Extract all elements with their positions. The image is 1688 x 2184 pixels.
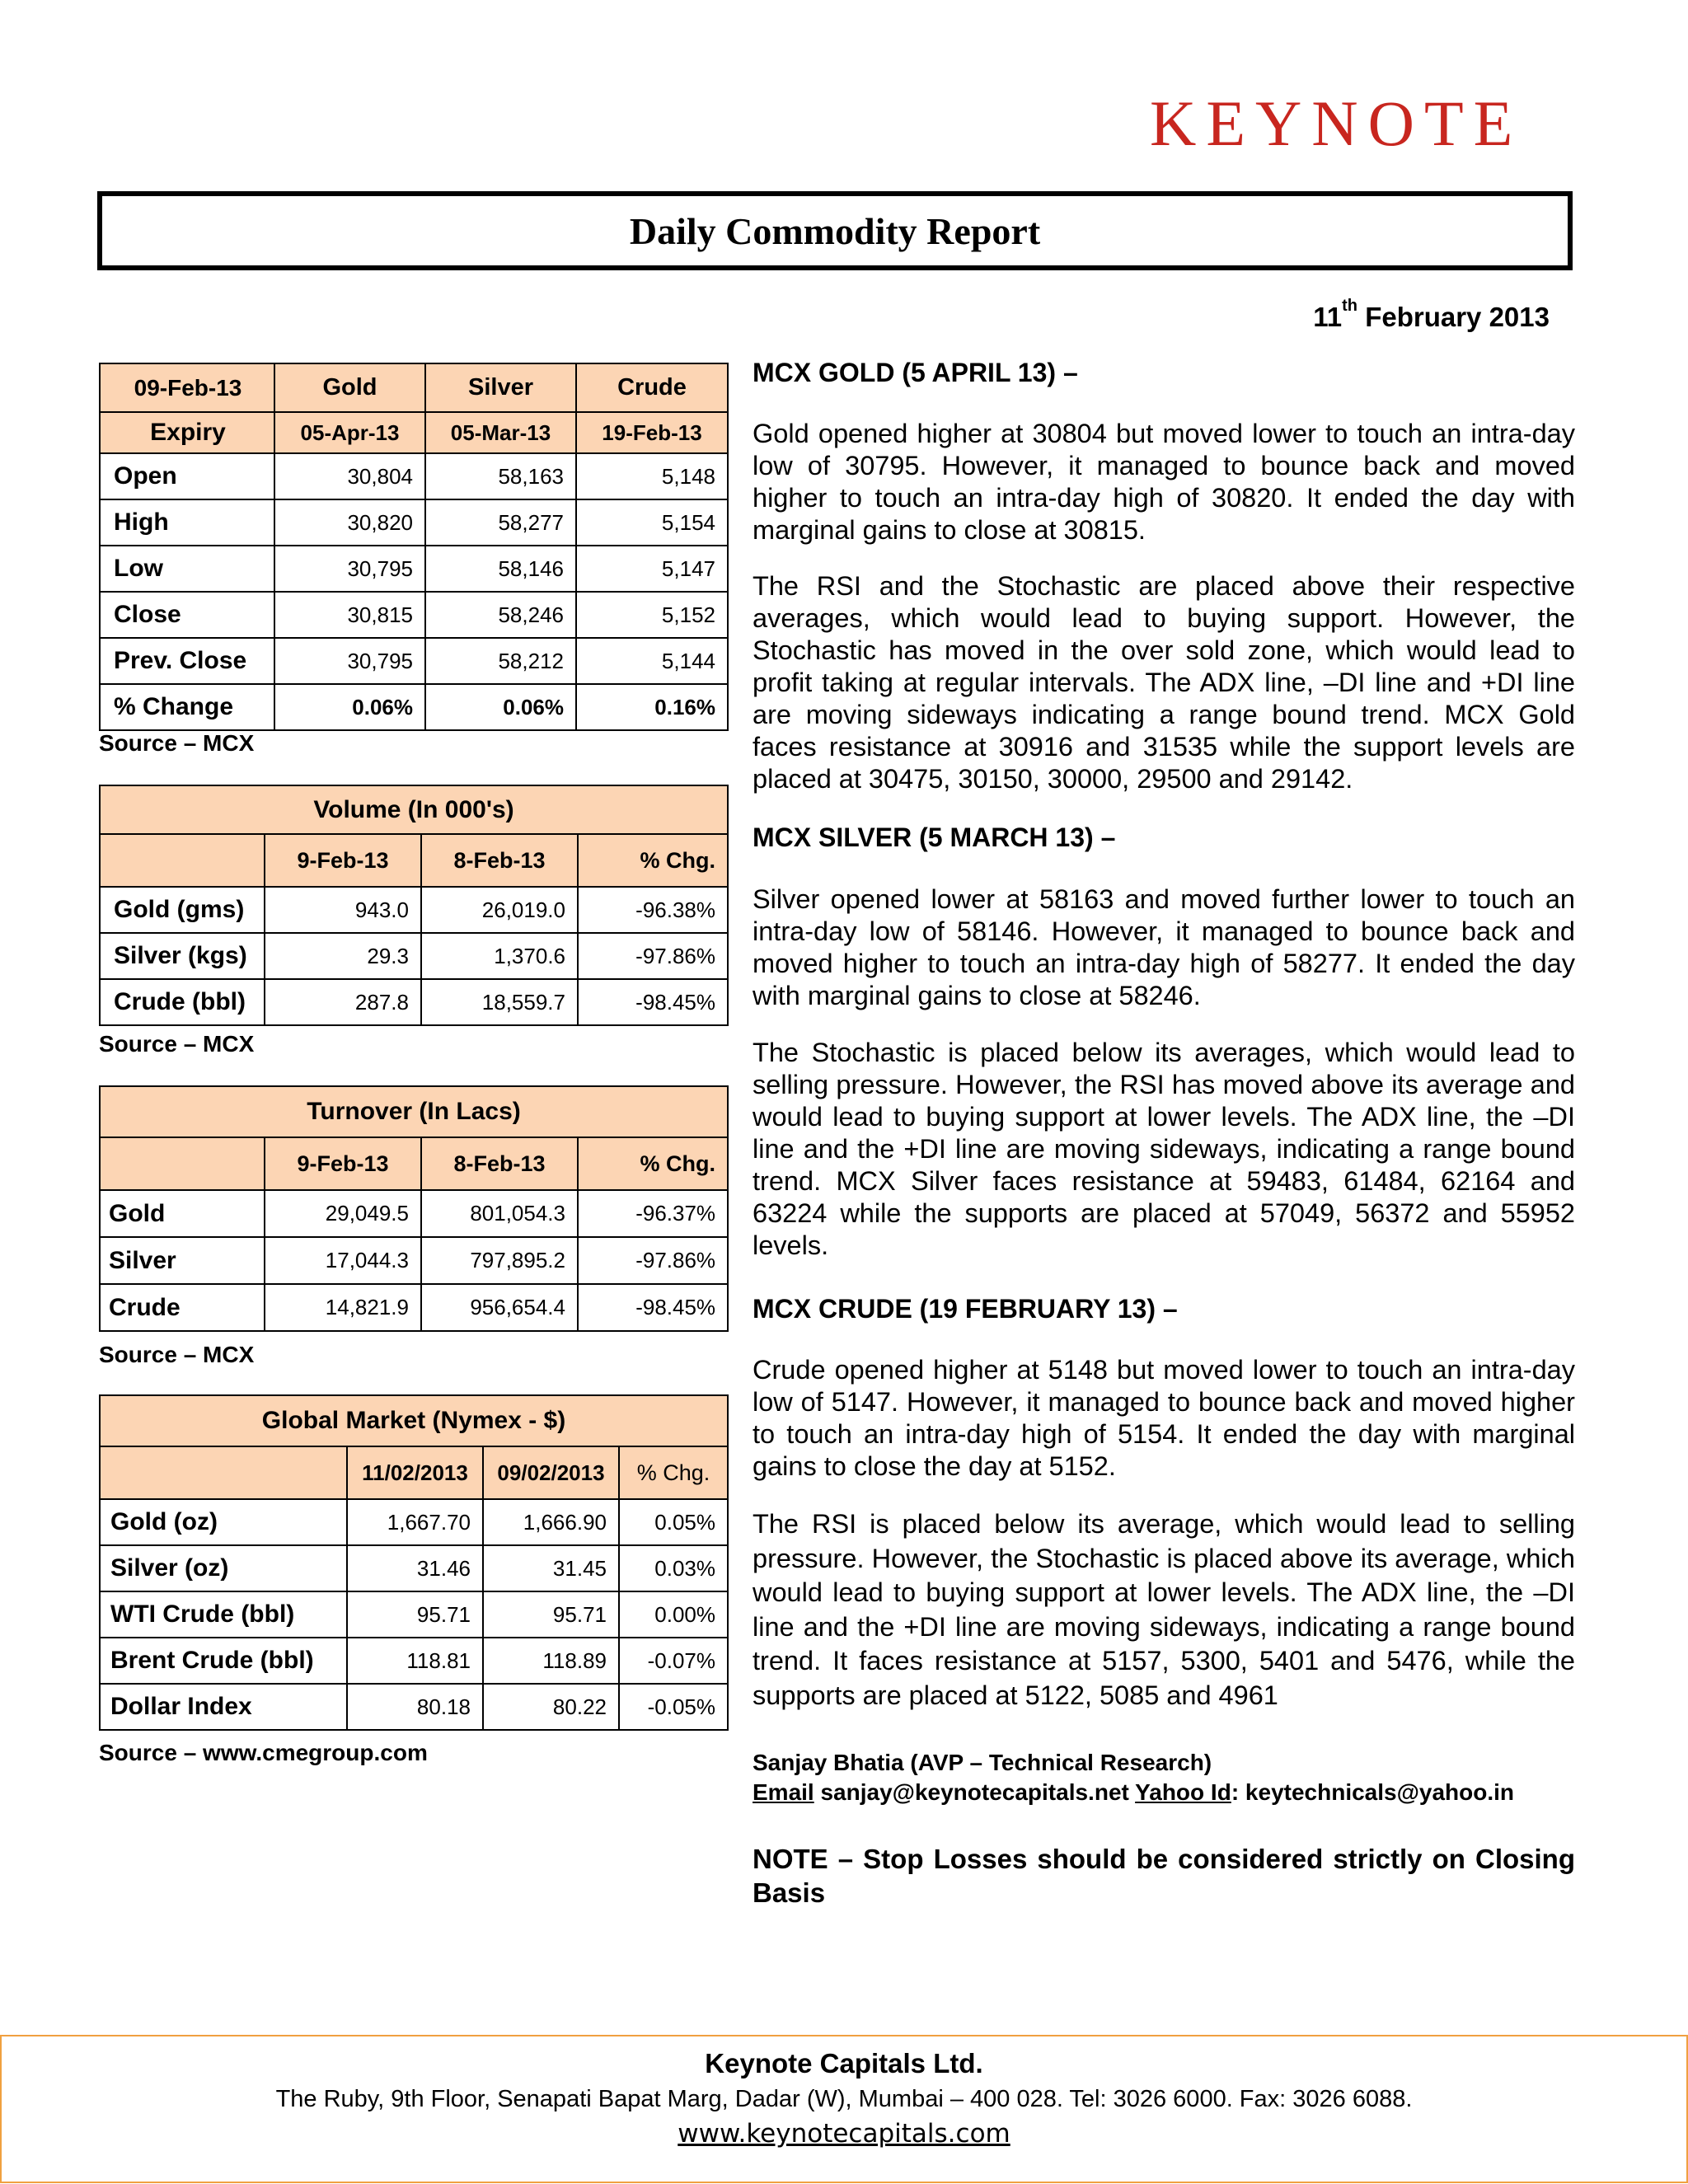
- row-label: Gold (gms): [100, 887, 265, 933]
- cell: 943.0: [265, 887, 421, 933]
- global-col-1: 11/02/2013: [347, 1446, 483, 1499]
- price-table-expiry-row: [100, 412, 728, 453]
- table-row: [100, 453, 728, 499]
- expiry-label: Expiry: [100, 412, 274, 453]
- cell: 0.00%: [619, 1591, 728, 1638]
- global-table-source: Source – www.cmegroup.com: [99, 1740, 428, 1765]
- cell-gold: 30,795: [274, 546, 425, 592]
- cell: 14,821.9: [265, 1284, 421, 1331]
- email-label: Email: [753, 1779, 814, 1805]
- silver-p2-text: The Stochastic is placed below its averages, which would lead to selling pressure. However, the RSI has moved above its average and would lead to buying support at lower levels. The ADX line, the –DI line and the +DI line are moving sideways, indicating a range bound trend. MCX Silver faces resistance at 59483, 61484, 62164 and 63224 while the supports are placed at 57049, 56372 and 55952 levels.: [753, 1038, 1575, 1260]
- cell: 31.46: [347, 1545, 483, 1591]
- table-row: [100, 1190, 728, 1237]
- crude-paragraph-1: [753, 1354, 1575, 1483]
- table-row: [100, 1499, 728, 1545]
- cell-silver: 0.06%: [425, 684, 576, 730]
- cell: -97.86%: [578, 1237, 728, 1284]
- row-label: Crude: [100, 1284, 265, 1331]
- cell: 95.71: [483, 1591, 619, 1638]
- email-address[interactable]: sanjay@keynotecapitals.net: [820, 1779, 1129, 1805]
- silver-paragraph-1: [753, 883, 1575, 1012]
- gold-paragraph-1: [753, 418, 1575, 546]
- cell-gold: 0.06%: [274, 684, 425, 730]
- cell: 1,666.90: [483, 1499, 619, 1545]
- expiry-gold: 05-Apr-13: [274, 412, 425, 453]
- price-table-header: [100, 363, 728, 412]
- cell-silver: 58,277: [425, 499, 576, 546]
- row-label: Crude (bbl): [100, 979, 265, 1025]
- price-table-source: Source – MCX: [99, 730, 255, 756]
- cell: 29,049.5: [265, 1190, 421, 1237]
- table-row: [100, 1284, 728, 1331]
- cell-crude: 5,148: [576, 453, 728, 499]
- global-table-header: [100, 1446, 728, 1499]
- cell-silver: 58,163: [425, 453, 576, 499]
- cell-gold: 30,815: [274, 592, 425, 638]
- cell: 0.05%: [619, 1499, 728, 1545]
- footer-company: Keynote Capitals Ltd.: [705, 2048, 983, 2079]
- row-label: Low: [100, 546, 274, 592]
- volume-col-3: % Chg.: [578, 834, 728, 887]
- report-title-box: [97, 191, 1573, 270]
- volume-table-title: Volume (In 000's): [100, 785, 728, 834]
- price-col-crude: Crude: [576, 363, 728, 412]
- cell-silver: 58,146: [425, 546, 576, 592]
- table-row: [100, 592, 728, 638]
- cell: 31.45: [483, 1545, 619, 1591]
- header-blank: [100, 1137, 265, 1190]
- price-col-silver: Silver: [425, 363, 576, 412]
- price-col-gold: Gold: [274, 363, 425, 412]
- row-label: Gold (oz): [100, 1499, 347, 1545]
- table-row: [100, 546, 728, 592]
- cell: 80.18: [347, 1684, 483, 1730]
- cell: -96.37%: [578, 1190, 728, 1237]
- volume-col-2: 8-Feb-13: [421, 834, 578, 887]
- cell: 956,654.4: [421, 1284, 578, 1331]
- row-label: Silver (oz): [100, 1545, 347, 1591]
- volume-table-source: Source – MCX: [99, 1031, 255, 1057]
- table-row: [100, 1638, 728, 1684]
- turnover-col-1: 9-Feb-13: [265, 1137, 421, 1190]
- price-table-date: 09-Feb-13: [100, 363, 274, 412]
- cell: -0.05%: [619, 1684, 728, 1730]
- cell-silver: 58,246: [425, 592, 576, 638]
- cell: 1,370.6: [421, 933, 578, 979]
- turnover-table: [99, 1085, 729, 1332]
- gold-p1-text: Gold opened higher at 30804 but moved lower to touch an intra-day low of 30795. However, it managed to bounce back and moved higher to touch an intra-day high of 30820. It ended the day with marginal gains to close at 30815.: [753, 419, 1575, 545]
- table-row: [100, 933, 728, 979]
- cell: 17,044.3: [265, 1237, 421, 1284]
- row-label: Open: [100, 453, 274, 499]
- cell: -98.45%: [578, 1284, 728, 1331]
- cell: 801,054.3: [421, 1190, 578, 1237]
- signature-name: Sanjay Bhatia (AVP – Technical Research): [753, 1750, 1212, 1775]
- cell-crude: 5,154: [576, 499, 728, 546]
- turnover-table-header: [100, 1137, 728, 1190]
- row-label: Silver (kgs): [100, 933, 265, 979]
- cell: 29.3: [265, 933, 421, 979]
- keynote-logo: KEYNOTE: [1150, 87, 1523, 159]
- silver-p1-text: Silver opened lower at 58163 and moved further lower to touch an intra-day low of 58146. However, it managed to bounce back and moved higher to touch an intra-day high of 58277. It ended the day with marginal gains to close at 58246.: [753, 884, 1575, 1010]
- cell: -0.07%: [619, 1638, 728, 1684]
- cell-crude: 5,147: [576, 546, 728, 592]
- table-row: [100, 638, 728, 684]
- gold-heading: MCX GOLD (5 APRIL 13) –: [753, 358, 1078, 387]
- global-table-title: Global Market (Nymex - $): [100, 1395, 728, 1446]
- row-label: Silver: [100, 1237, 265, 1284]
- cell: 80.22: [483, 1684, 619, 1730]
- cell: -98.45%: [578, 979, 728, 1025]
- date-suffix: th: [1342, 297, 1358, 315]
- global-market-table: [99, 1394, 729, 1731]
- date-month-year: February 2013: [1365, 302, 1550, 332]
- cell-crude: 5,152: [576, 592, 728, 638]
- gold-p2-text: The RSI and the Stochastic are placed above their respective averages, which would lead to buying support. However, the Stochastic has moved in the over sold zone, which would lead to profit taking at regular intervals. The ADX line, –DI line and +DI line are moving sideways indicating a range bound trend. MCX Gold faces resistance at 30916 and 31535 while the support levels are placed at 30475, 30150, 30000, 29500 and 29142.: [753, 571, 1575, 794]
- row-label: Gold: [100, 1190, 265, 1237]
- header-blank: [100, 1446, 347, 1499]
- cell: 797,895.2: [421, 1237, 578, 1284]
- global-col-2: 09/02/2013: [483, 1446, 619, 1499]
- cell: 1,667.70: [347, 1499, 483, 1545]
- crude-paragraph-2: [753, 1507, 1575, 1713]
- turnover-col-3: % Chg.: [578, 1137, 728, 1190]
- row-label: WTI Crude (bbl): [100, 1591, 347, 1638]
- cell: -97.86%: [578, 933, 728, 979]
- crude-heading: MCX CRUDE (19 FEBRUARY 13) –: [753, 1294, 1178, 1324]
- stop-loss-note: NOTE – Stop Losses should be considered strictly on Closing Basis: [753, 1844, 1575, 1908]
- cell: 118.81: [347, 1638, 483, 1684]
- cell: 287.8: [265, 979, 421, 1025]
- turnover-table-source: Source – MCX: [99, 1342, 255, 1367]
- global-col-3: % Chg.: [619, 1446, 728, 1499]
- cell-silver: 58,212: [425, 638, 576, 684]
- table-row: [100, 499, 728, 546]
- table-row: [100, 887, 728, 933]
- silver-heading: MCX SILVER (5 MARCH 13) –: [753, 823, 1116, 852]
- crude-p1-text: Crude opened higher at 5148 but moved lower to touch an intra-day low of 5147. However, it managed to bounce back and moved higher to touch an intra-day high of 5154. It ended the day with marginal gains to close the day at 5152.: [753, 1355, 1575, 1481]
- table-row: [100, 1684, 728, 1730]
- volume-table-header: [100, 834, 728, 887]
- volume-table: [99, 785, 729, 1026]
- row-label: High: [100, 499, 274, 546]
- crude-p2-text: The RSI is placed below its average, which would lead to selling pressure. However, the Stochastic is placed above its average, which would lead to buying support at lower levels. The ADX line, the –DI line and the +DI line are moving sideways, indicating a range bound trend. It faces resistance at 5157, 5300, 5401 and 5476, while the supports are placed at 5122, 5085 and 4961: [753, 1509, 1575, 1710]
- date-day: 11: [1313, 302, 1343, 332]
- yahoo-label: Yahoo Id: [1135, 1779, 1231, 1805]
- table-row: [100, 1237, 728, 1284]
- expiry-crude: 19-Feb-13: [576, 412, 728, 453]
- report-date: [1302, 297, 1550, 333]
- footer-website-link[interactable]: www.keynotecapitals.com: [678, 2119, 1010, 2149]
- cell: -96.38%: [578, 887, 728, 933]
- cell: 95.71: [347, 1591, 483, 1638]
- expiry-silver: 05-Mar-13: [425, 412, 576, 453]
- table-row: [100, 1545, 728, 1591]
- footer-address: The Ruby, 9th Floor, Senapati Bapat Marg, Dadar (W), Mumbai – 400 028. Tel: 3026 6000. Fax: 3026 6088.: [275, 2086, 1413, 2112]
- cell-gold: 30,804: [274, 453, 425, 499]
- silver-paragraph-2: [753, 1037, 1575, 1262]
- cell-gold: 30,795: [274, 638, 425, 684]
- table-row: [100, 684, 728, 730]
- cell-crude: 0.16%: [576, 684, 728, 730]
- yahoo-id[interactable]: keytechnicals@yahoo.in: [1245, 1779, 1515, 1805]
- signature-contact: Email sanjay@keynotecapitals.net Yahoo Id: keytechnicals@yahoo.in: [753, 1779, 1515, 1805]
- table-row: [100, 1591, 728, 1638]
- cell-crude: 5,144: [576, 638, 728, 684]
- cell: 18,559.7: [421, 979, 578, 1025]
- cell: 26,019.0: [421, 887, 578, 933]
- row-label: Dollar Index: [100, 1684, 347, 1730]
- row-label: Close: [100, 592, 274, 638]
- table-row: [100, 979, 728, 1025]
- price-table: [99, 363, 729, 731]
- footer: [0, 2035, 1688, 2183]
- header-blank: [100, 834, 265, 887]
- volume-col-1: 9-Feb-13: [265, 834, 421, 887]
- row-label: Brent Crude (bbl): [100, 1638, 347, 1684]
- cell-gold: 30,820: [274, 499, 425, 546]
- turnover-col-2: 8-Feb-13: [421, 1137, 578, 1190]
- turnover-table-title: Turnover (In Lacs): [100, 1086, 728, 1137]
- row-label: Prev. Close: [100, 638, 274, 684]
- row-label: % Change: [100, 684, 274, 730]
- cell: 0.03%: [619, 1545, 728, 1591]
- cell: 118.89: [483, 1638, 619, 1684]
- gold-paragraph-2: [753, 570, 1575, 795]
- report-title: Daily Commodity Report: [629, 209, 1041, 252]
